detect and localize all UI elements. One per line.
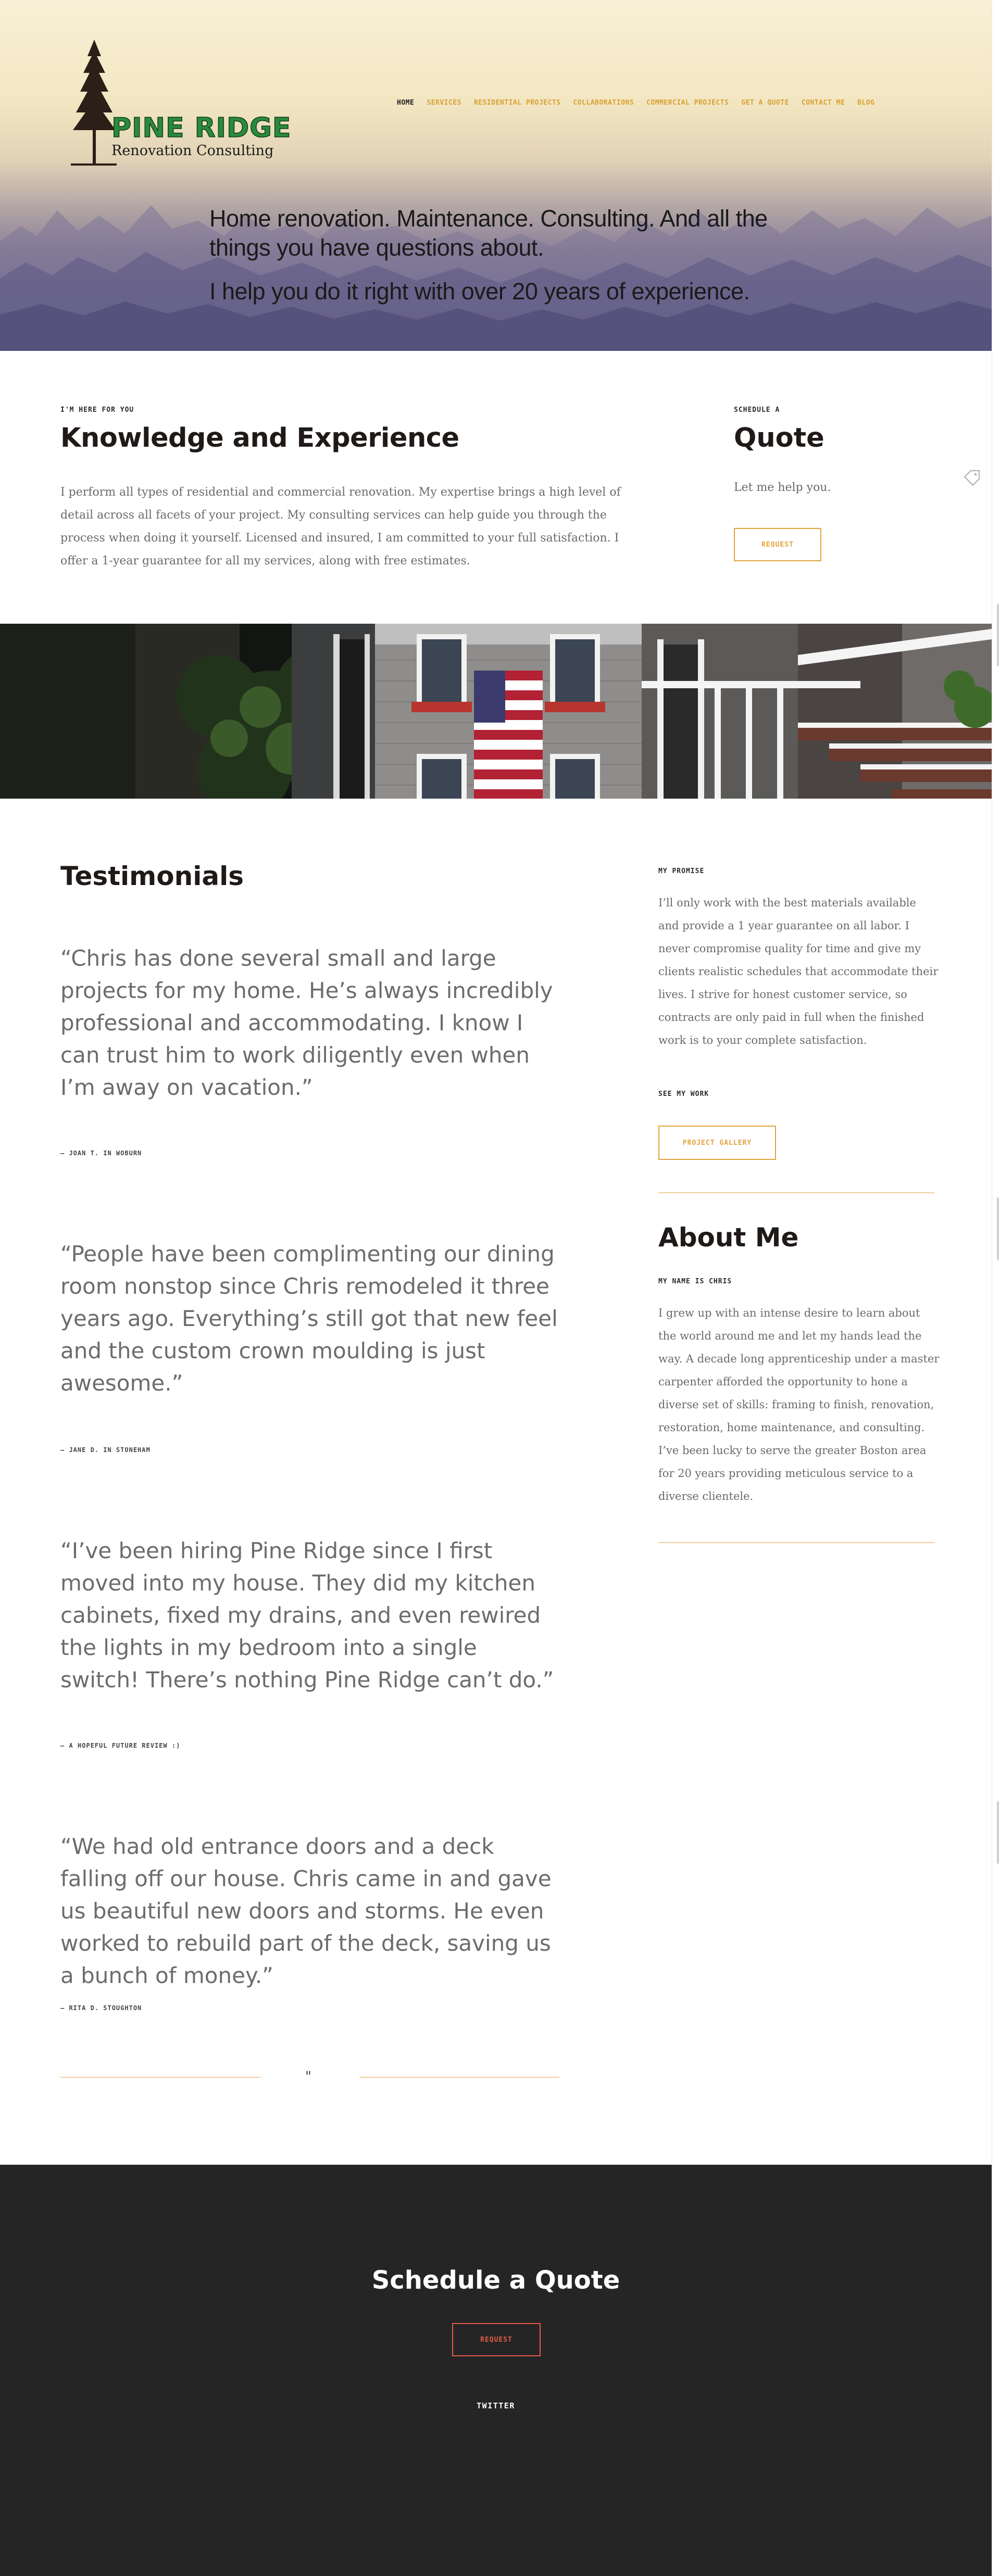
- about-eyebrow: MY NAME IS CHRIS: [658, 1278, 732, 1285]
- testimonial-cite-1: — JOAN T. IN WOBURN: [60, 1150, 142, 1157]
- nav-get-a-quote[interactable]: GET A QUOTE: [741, 99, 789, 107]
- nav-blog[interactable]: BLOG: [857, 99, 875, 107]
- nav-home[interactable]: HOME: [397, 99, 415, 107]
- about-title: About Me: [658, 1222, 799, 1253]
- promise-body: I’ll only work with the best materials available and provide a 1 year guarantee on all labor. I never compromise quality for time and give my clients realistic schedules that accommodate their lives. I strive for honest customer service, so contracts are only paid in full when the finished work is to your complete satisfaction.: [658, 896, 939, 1046]
- page-scrollbar[interactable]: [992, 0, 1000, 2576]
- nav-contact-me[interactable]: CONTACT ME: [801, 99, 845, 107]
- testimonial-cite-2: — JANE D. IN STONEHAM: [60, 1446, 151, 1454]
- scrollbar-thumb[interactable]: [997, 604, 999, 666]
- testimonial-quote-3: “I’ve been hiring Pine Ridge since I first moved into my house. They did my kitchen cabinets, fixed my drains, and even rewired the lights in my bedroom into a single switch! There’s nothing Pine Ridge can’t do.”: [60, 1538, 554, 1693]
- testimonial-quote-1: “Chris has done several small and large projects for my home. He’s always incredibly professional and accommodating. I know I can trust him to work diligently even when I’m away on vacation.”: [60, 945, 553, 1100]
- footer: [0, 2165, 992, 2576]
- photo-house-flag: [375, 624, 642, 799]
- testimonial-quote-4: “We had old entrance doors and a deck falling off our house. Chris came in and gave us beautiful new doors and storms. He even worked to rebuild part of the deck, saving us a bunch of money.”: [60, 1834, 552, 1988]
- knowledge-title: Knowledge and Experience: [60, 423, 459, 453]
- pine-ridge-logo[interactable]: [71, 39, 290, 169]
- nav-residential-projects[interactable]: RESIDENTIAL PROJECTS: [473, 99, 561, 107]
- sidebar-divider-bottom: [658, 1542, 934, 1543]
- see-my-work-eyebrow: SEE MY WORK: [658, 1090, 709, 1098]
- knowledge-body: I perform all types of residential and commercial renovation. My expertise brings a high level of detail across all facets of your project. My consulting services can help guide you through the process when doing it yourself. Licensed and insured, I am committed to your full satisfaction. I offer a 1-year guarantee for all my services, along with free estimates.: [60, 486, 621, 567]
- project-gallery-button[interactable]: PROJECT GALLERY: [658, 1126, 776, 1160]
- quote-mark-icon: ": [305, 2069, 311, 2085]
- promise-eyebrow: MY PROMISE: [658, 867, 705, 875]
- hero-subheadline: I help you do it right with over 20 years of experience.: [209, 278, 750, 305]
- hero-headline: Home renovation. Maintenance. Consulting. And all the things you have questions about.: [209, 205, 768, 261]
- about-body: I grew up with an intense desire to learn about the world around me and let my hands lead the way. A decade long apprenticeship under a master carpenter afforded the opportunity to hone a diverse set of skills: framing to finish, renovation, restoration, home maintenance, and consulting. I’ve been lucky to serve the greater Boston area for 20 years providing meticulous service to a diverse clientele.: [658, 1307, 940, 1502]
- tag-icon[interactable]: [963, 468, 981, 486]
- photo-house-porch: [642, 624, 992, 799]
- footer-request-button[interactable]: REQUEST: [452, 2323, 541, 2356]
- quote-title: Quote: [734, 423, 824, 453]
- nav-collaborations[interactable]: COLLABORATIONS: [573, 99, 634, 107]
- nav-commercial-projects[interactable]: COMMERCIAL PROJECTS: [646, 99, 729, 107]
- main-nav: [397, 99, 887, 107]
- photo-strip: [0, 624, 992, 799]
- testimonials-title: Testimonials: [60, 861, 244, 891]
- divider-line-left: [60, 2077, 260, 2078]
- footer-title: Schedule a Quote: [371, 2266, 620, 2295]
- testimonial-quote-2: “People have been complimenting our dining room nonstop since Chris remodeled it three years ago. Everything’s still got that new feel and the custom crown moulding is just awesome.”: [60, 1241, 558, 1396]
- knowledge-eyebrow: I'M HERE FOR YOU: [60, 406, 134, 414]
- sidebar-divider-top: [658, 1192, 934, 1193]
- brand-tagline: Renovation Consulting: [111, 143, 274, 159]
- brand-name: PINE RIDGE: [111, 112, 292, 144]
- twitter-link[interactable]: TWITTER: [477, 2401, 515, 2410]
- pine-tree-icon: [71, 39, 118, 169]
- hero-banner: [0, 0, 992, 351]
- nav-services[interactable]: SERVICES: [427, 99, 461, 107]
- quote-eyebrow: SCHEDULE A: [734, 406, 780, 414]
- testimonial-cite-4: — RITA D. STOUGHTON: [60, 2004, 142, 2012]
- hero-text: [209, 204, 803, 306]
- scroll-marker: [997, 1197, 999, 1260]
- divider-line-right: [359, 2077, 559, 2078]
- request-quote-button[interactable]: REQUEST: [734, 528, 821, 561]
- photo-house-garden: [0, 624, 375, 799]
- quote-body: Let me help you.: [734, 481, 831, 494]
- testimonial-cite-3: — A HOPEFUL FUTURE REVIEW :): [60, 1742, 181, 1749]
- scroll-marker: [997, 1801, 999, 1864]
